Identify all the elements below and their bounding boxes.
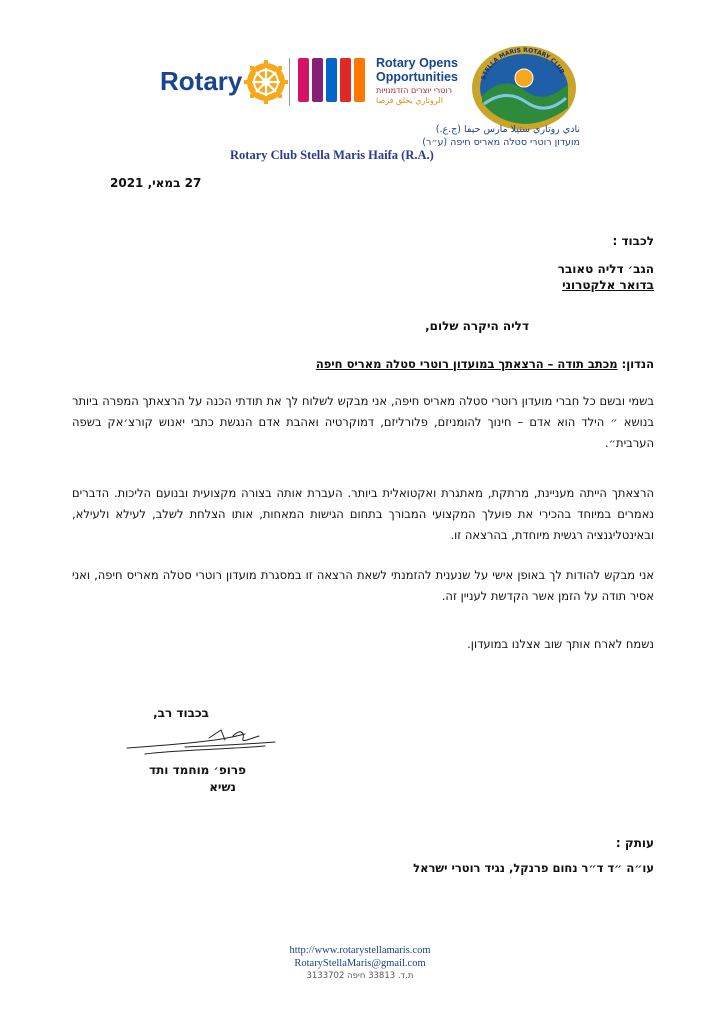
signer-name: פרופ׳ מוחמד ותד — [149, 763, 246, 777]
club-name-arabic: نادي روتاري ستيلا مارس حيفا (ج.ع.) — [435, 124, 580, 135]
opps-title-hebrew: רוטרי יוצרים הזדמנויות — [376, 86, 453, 95]
body-paragraph: בשמי ובשם כל חברי מועדון רוטרי סטלה מאריס חיפה, אני מבקש לשלוח לך את תודתי הכנה על הרצאתך המפרה ביותר בנושא ״ הילד הוא אדם – חינוך להומניזם, פלורליזם, דמוקרטיה ואהבת אדם הנגשת כתבי יאנוש קורצ׳אק בשפה הערבית״. — [72, 394, 654, 450]
opps-title-line-2: Opportunities — [376, 70, 458, 84]
rotary-wheel-icon — [244, 60, 288, 104]
subject-line — [316, 357, 654, 371]
club-name-english: Rotary Club Stella Maris Haifa (R.A.) — [230, 148, 434, 162]
club-seal-logo — [470, 44, 578, 132]
doors-icon — [298, 58, 368, 102]
opps-title-line-1: Rotary Opens — [376, 56, 458, 70]
opps-title-arabic: الروتاري يخلق فرصا — [376, 96, 443, 105]
subject-text: מכתב תודה – הרצאתך במועדון רוטרי סטלה מאריס חיפה — [315, 357, 618, 371]
body-paragraph: הרצאתך הייתה מעניינת, מרתקת, מאתגרת ואקטואלית ביותר. העברת אותה בצורה מקצועית ובנועם הליכות. הדברים נאמרים במיוחד בהכירי את פועלך המקצועי המבורך בתחום הגישות המאחות, אותו הצלחת לשלב, לעילא ולעילא, ובאינטליגנציה רגשית מיוחדת, בהרצאה זו. — [72, 486, 654, 542]
sign-off: בכבוד רב, — [153, 706, 209, 720]
body-paragraph: אני מבקש להודות לך באופן אישי על שנענית להזמנתי לשאת הרצאה זו במסגרת מועדון רוטרי סטלה מאריס חיפה, ואני אסיר תודה על הזמן אשר הקדשת לעניין זה. — [72, 568, 654, 603]
signature-image — [125, 726, 285, 760]
club-name-hebrew: מועדון רוטרי סטלה מאריס חיפה (ע״ר) — [422, 137, 580, 148]
rotary-logo — [160, 60, 280, 104]
recipient-name: הגב׳ דליה טאובר — [557, 262, 654, 276]
rotary-opens-opportunities-logo — [298, 56, 458, 110]
letter-date: 27 במאי, 2021 — [110, 176, 202, 190]
cc-label: עותק : — [615, 836, 654, 850]
logo-divider — [289, 58, 290, 106]
to-label: לכבוד : — [612, 234, 654, 248]
cc-recipient: עו״ה ״ד ד״ר נחום פרנקל, נגיד רוטרי ישראל — [413, 861, 654, 875]
subject-label: הנדון: — [621, 357, 654, 371]
seal-text: STELLA MARIS ROTARY CLUB — [480, 46, 566, 81]
footer-postal-address: ת.ד. 33813 חיפה 3133702 — [306, 971, 414, 981]
footer-email-link[interactable]: RotaryStellaMaris@gmail.com — [294, 958, 426, 969]
rotary-wordmark: Rotary — [160, 66, 243, 96]
body-paragraph: נשמח לארח אותך שוב אצלנו במועדון. — [467, 637, 654, 651]
signer-title: נשיא — [209, 780, 236, 794]
greeting: דליה היקרה שלום, — [425, 319, 529, 333]
footer-website-link[interactable]: http://www.rotarystellamaris.com — [289, 945, 431, 956]
recipient-delivery: בדואר אלקטרוני — [562, 278, 654, 292]
